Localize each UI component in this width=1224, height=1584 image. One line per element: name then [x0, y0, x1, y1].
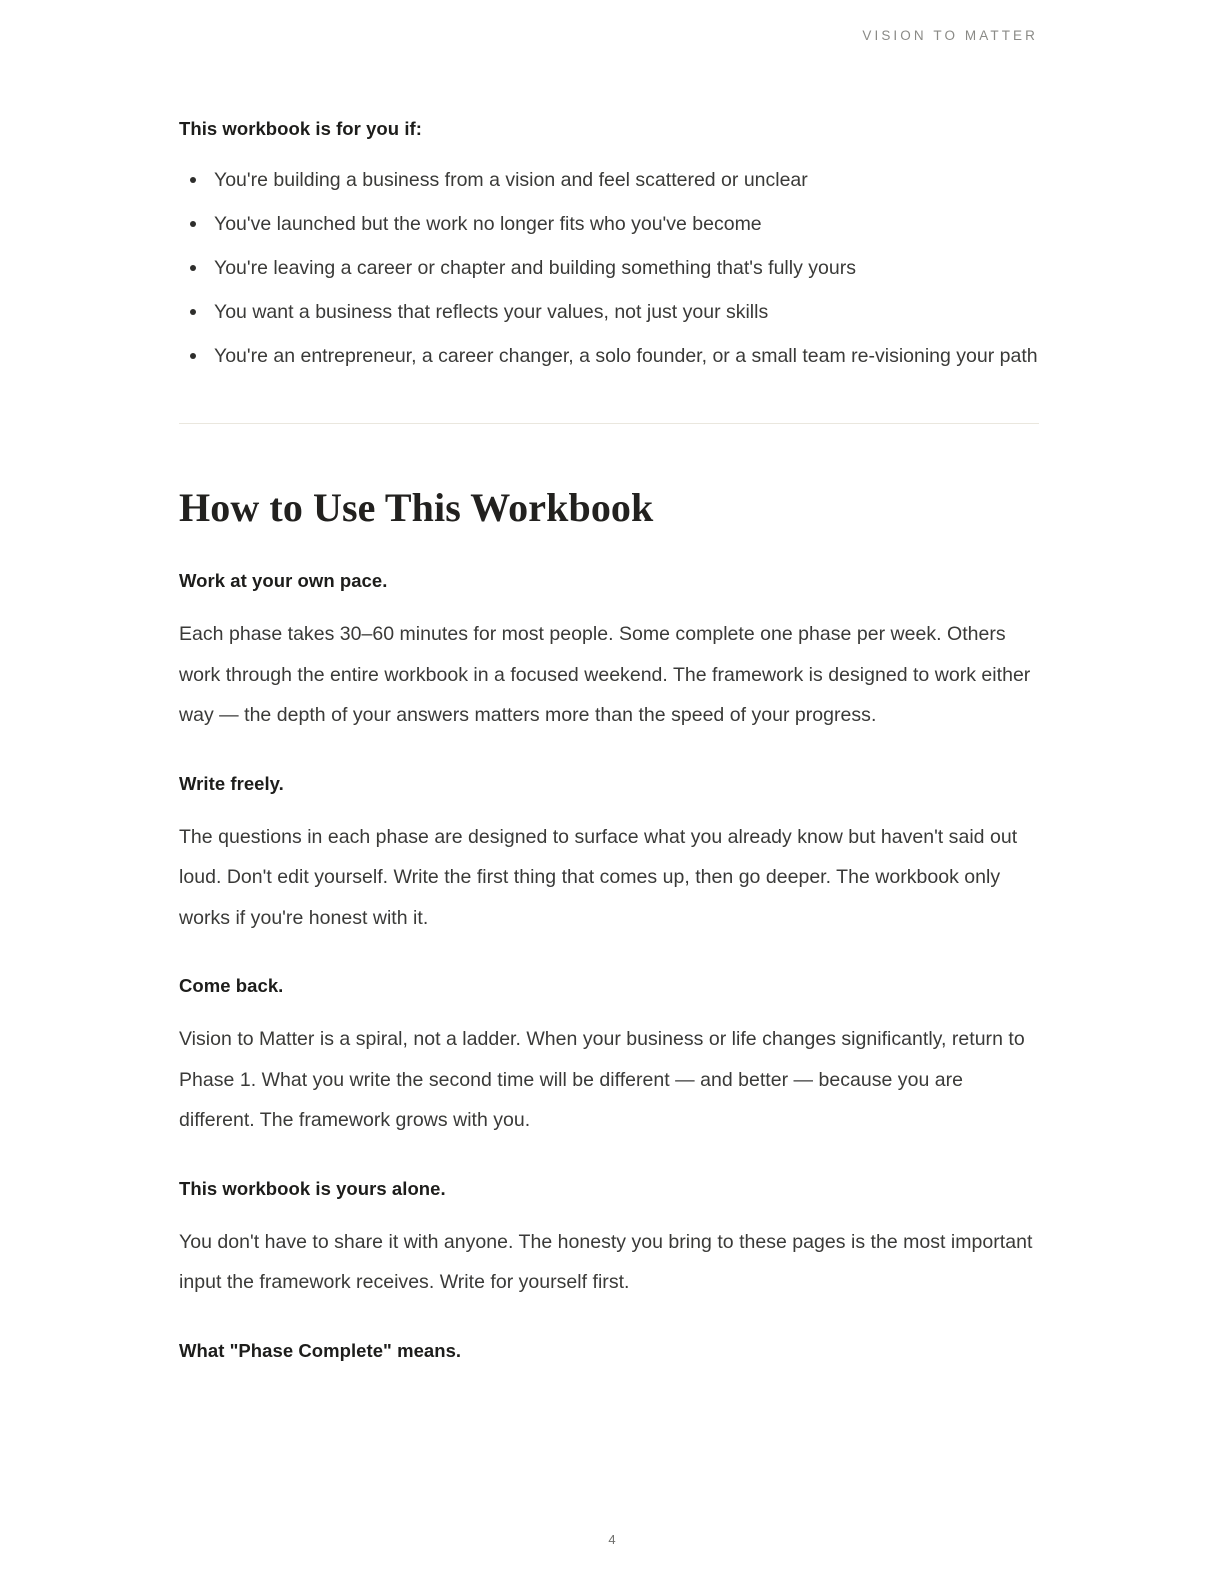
sub-block-write-freely: [179, 773, 1039, 939]
list-item-label: You're an entrepreneur, a career changer, a solo founder, or a small team re-visioning your path: [214, 345, 1038, 367]
sub-heading: Come back.: [179, 975, 284, 996]
list-item: [179, 334, 1039, 378]
sub-block-pace: [179, 570, 1039, 736]
page-content: [179, 118, 1039, 1362]
sub-block-come-back: [179, 975, 1039, 1141]
body-paragraph: You don't have to share it with anyone. The honesty you bring to these pages is the most important input the framework receives. Write for yourself first.: [179, 1230, 1033, 1293]
running-header: VISION TO MATTER: [862, 28, 1038, 43]
body-paragraph: Vision to Matter is a spiral, not a ladder. When your business or life changes significantly, return to Phase 1. What you write the second time will be different — and better — because you are different. The framework grows with you.: [179, 1028, 1025, 1131]
list-item: [179, 246, 1039, 290]
page-number: 4: [608, 1532, 616, 1547]
list-item-label: You're leaving a career or chapter and building something that's fully yours: [214, 257, 856, 279]
list-item: [179, 290, 1039, 334]
sub-heading: Write freely.: [179, 772, 284, 794]
list-item-label: You've launched but the work no longer fits who you've become: [214, 213, 762, 235]
bullet-icon: [190, 265, 196, 271]
bullet-icon: [190, 221, 196, 227]
section-divider: [179, 423, 1039, 424]
sub-heading: What "Phase Complete" means.: [179, 1339, 462, 1361]
body-paragraph: Each phase takes 30–60 minutes for most people. Some complete one phase per week. Others work through the entire workbook in a focused weekend. The framework is designed to work either way — the depth of your answers matters more than the speed of your progress.: [179, 623, 1031, 726]
sub-heading: This workbook is yours alone.: [179, 1177, 446, 1199]
body-paragraph: The questions in each phase are designed to surface what you already know but haven't said out loud. Don't edit yourself. Write the first thing that comes up, then go deeper. The workbook only works if you're honest with it.: [179, 825, 1018, 929]
bullet-icon: [190, 177, 196, 183]
page-title: How to Use This Workbook: [179, 485, 654, 530]
bullet-icon: [190, 353, 196, 359]
intro-lead-in: This workbook is for you if:: [179, 118, 422, 139]
sub-heading: Work at your own pace.: [179, 570, 388, 591]
sub-block-yours-alone: [179, 1178, 1039, 1303]
list-item-label: You want a business that reflects your values, not just your skills: [214, 301, 769, 323]
list-item: [179, 158, 1039, 202]
criteria-list: [179, 158, 1039, 378]
list-item-label: You're building a business from a vision and feel scattered or unclear: [214, 169, 808, 191]
list-item: [179, 202, 1039, 246]
bullet-icon: [190, 309, 196, 315]
sub-block-phase-complete: [179, 1340, 1039, 1362]
